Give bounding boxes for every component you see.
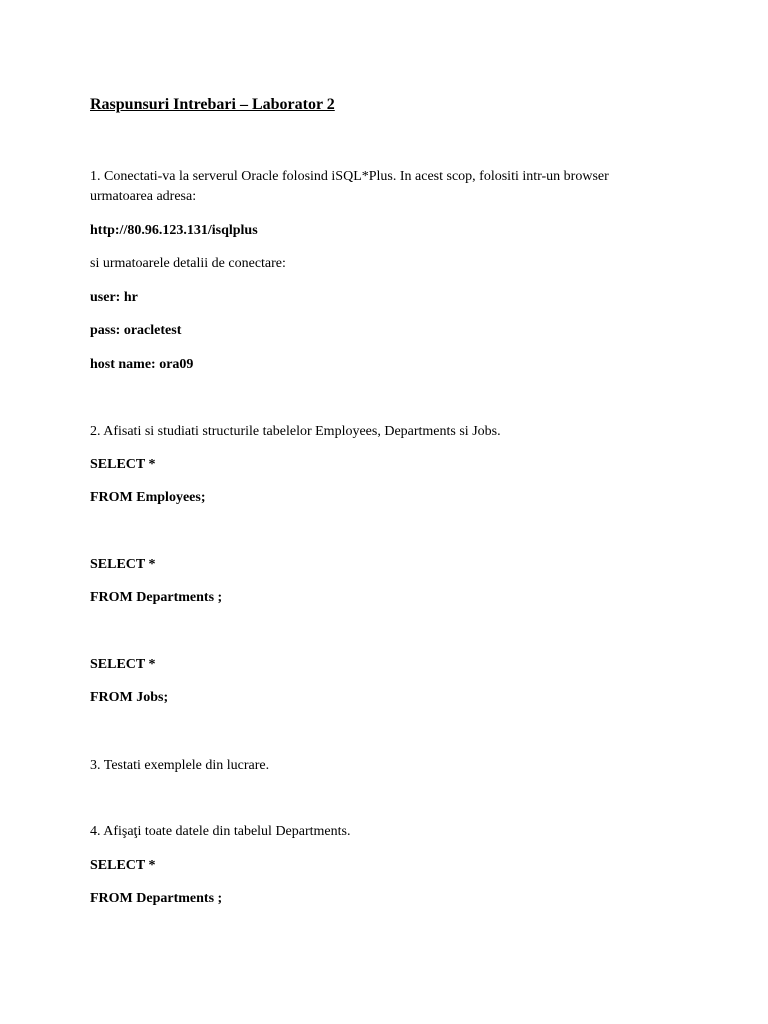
connection-host: host name: ora09	[90, 357, 194, 372]
query-1-select: SELECT *	[90, 457, 156, 472]
query-1-from: FROM Employees;	[90, 490, 206, 505]
question-1-text-line-1: 1. Conectati-va la serverul Oracle folosind iSQL*Plus. In acest scop, folositi intr-un browser	[90, 169, 609, 184]
query-2-select: SELECT *	[90, 557, 156, 572]
connection-user: user: hr	[90, 290, 138, 305]
question-2-text: 2. Afisati si studiati structurile tabelelor Employees, Departments si Jobs.	[90, 424, 501, 439]
query-3-from: FROM Jobs;	[90, 690, 169, 705]
query-2-from: FROM Departments ;	[90, 590, 223, 605]
question-3-text: 3. Testati exemplele din lucrare.	[90, 758, 270, 773]
query-4-from: FROM Departments ;	[90, 891, 223, 906]
query-4-select: SELECT *	[90, 858, 156, 873]
document-title: Raspunsuri Intrebari – Laborator 2	[90, 96, 335, 113]
isqlplus-url: http://80.96.123.131/isqlplus	[90, 223, 258, 238]
question-1-text-line-2: urmatoarea adresa:	[90, 189, 197, 204]
question-4-text: 4. Afişaţi toate datele din tabelul Departments.	[90, 824, 351, 839]
query-3-select: SELECT *	[90, 657, 156, 672]
connection-pass: pass: oracletest	[90, 323, 182, 338]
connection-details-intro: si urmatoarele detalii de conectare:	[90, 256, 286, 271]
